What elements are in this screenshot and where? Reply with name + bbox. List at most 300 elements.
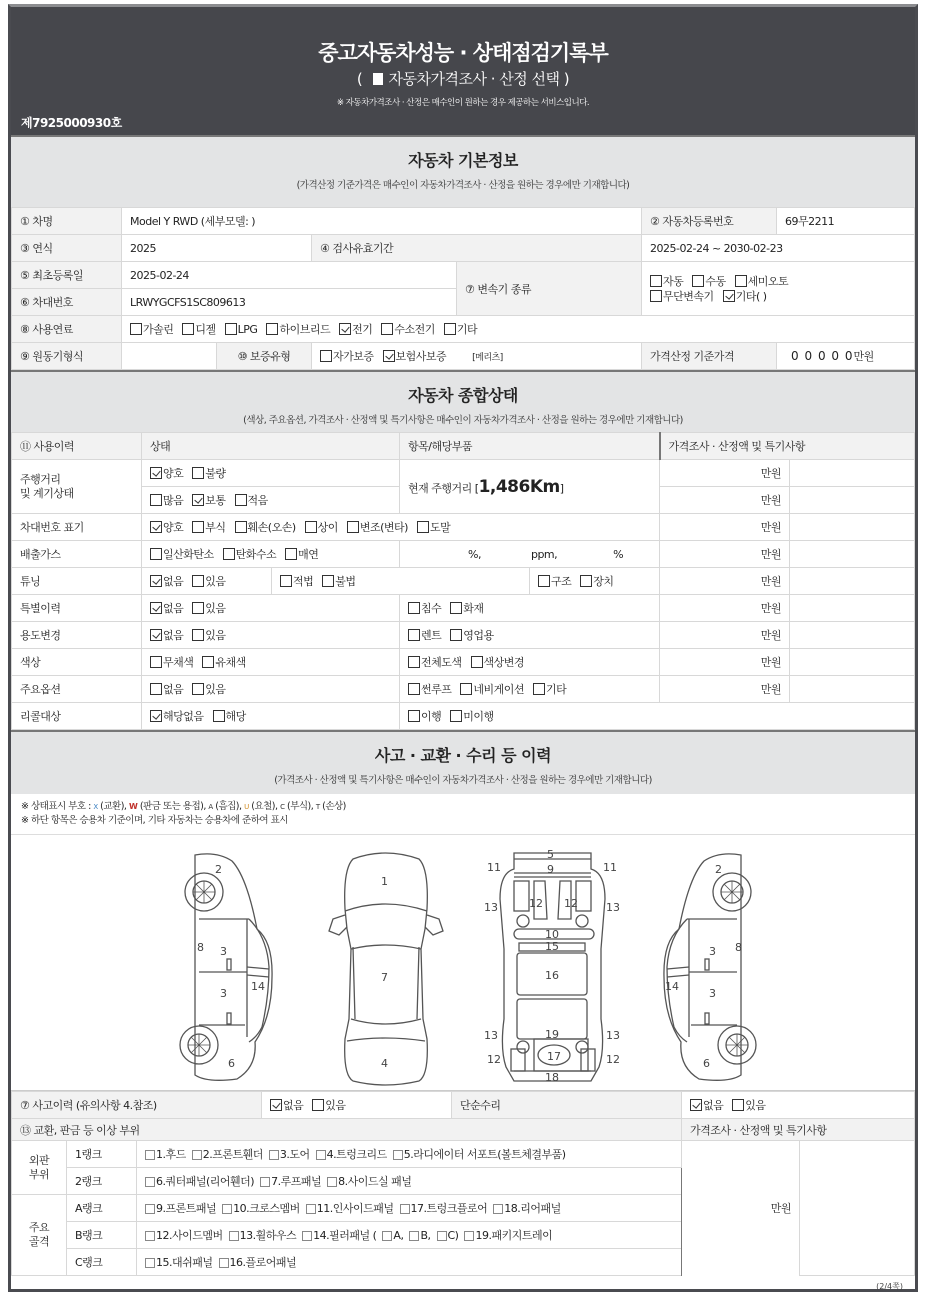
status-symbol-legend: ※ 상태표시 부호 : X (교환), W (판금 또는 용접), A (흠집), U (요철), C (부식), T (손상) xyxy=(21,801,346,812)
checkbox-icon[interactable] xyxy=(145,1204,155,1214)
checkbox-option[interactable] xyxy=(444,321,477,337)
checkbox-option[interactable] xyxy=(723,289,767,304)
checkbox-label: 적음 xyxy=(247,494,268,507)
rank-part-options xyxy=(137,1141,682,1168)
label-11: 11 xyxy=(603,861,617,874)
part-label: 15.대쉬패널 xyxy=(156,1256,213,1269)
checkbox-icon[interactable] xyxy=(580,575,592,587)
part-checkbox-option[interactable] xyxy=(316,1146,387,1162)
checkbox-icon[interactable] xyxy=(464,1231,474,1241)
recall-parts xyxy=(400,703,915,730)
price-note[interactable] xyxy=(790,460,915,487)
checkbox-icon[interactable] xyxy=(145,1177,155,1187)
tuning-parts-options xyxy=(530,568,660,595)
part-label: 17.트렁크플로어 xyxy=(410,1202,488,1215)
checkbox-label: 기타 xyxy=(456,323,478,336)
checkbox-icon[interactable] xyxy=(150,656,162,668)
part-checkbox-option[interactable] xyxy=(306,1200,394,1216)
checkbox-label: 화재 xyxy=(463,602,484,615)
checkbox-icon[interactable] xyxy=(400,1204,410,1214)
part-checkbox-option[interactable] xyxy=(327,1173,411,1189)
checkbox-icon[interactable] xyxy=(130,323,142,335)
checkbox-option[interactable] xyxy=(408,708,441,724)
checkbox-option[interactable] xyxy=(235,492,268,508)
checkbox-icon[interactable] xyxy=(650,275,662,287)
price-note[interactable] xyxy=(790,514,915,541)
document-header xyxy=(11,7,915,135)
checked-checkbox-icon[interactable] xyxy=(150,521,162,533)
part-label: A, xyxy=(393,1229,404,1242)
price-survey-checkbox[interactable] xyxy=(373,73,383,85)
checkbox-icon[interactable] xyxy=(444,323,456,335)
checkbox-option[interactable] xyxy=(692,274,725,289)
part-checkbox-option[interactable] xyxy=(145,1227,223,1243)
checkbox-option[interactable] xyxy=(471,654,525,670)
checkbox-label: 있음 xyxy=(205,683,226,696)
checkbox-option[interactable] xyxy=(417,519,450,535)
part-checkbox-option[interactable] xyxy=(145,1146,186,1162)
accident-history-label: ⑦ 사고이력 (유의사항 4.참조) xyxy=(12,1092,262,1119)
price-unit: 만원 xyxy=(660,541,790,568)
checkbox-icon[interactable] xyxy=(312,1099,324,1111)
col-header-price: 가격조사 · 산정액 및 특기사항 xyxy=(660,433,915,460)
warranty-company: [메리츠] xyxy=(472,353,503,363)
recall-label: 리콜대상 xyxy=(12,703,142,730)
price-unit: 만원 xyxy=(660,595,790,622)
checkbox-option[interactable] xyxy=(235,519,296,535)
checkbox-option[interactable] xyxy=(213,708,246,724)
checkbox-icon[interactable] xyxy=(437,1231,447,1241)
checkbox-icon[interactable] xyxy=(192,467,204,479)
checkbox-icon[interactable] xyxy=(305,521,317,533)
checkbox-label: 없음 xyxy=(163,629,184,642)
checkbox-icon[interactable] xyxy=(192,629,204,641)
special-history-options xyxy=(142,595,400,622)
checkbox-icon[interactable] xyxy=(538,575,550,587)
price-note[interactable] xyxy=(790,676,915,703)
checkbox-option[interactable] xyxy=(192,627,225,643)
checkbox-option[interactable] xyxy=(150,546,214,562)
color-label: 색상 xyxy=(12,649,142,676)
checkbox-icon[interactable] xyxy=(266,323,278,335)
checkbox-option[interactable] xyxy=(150,627,183,643)
checkbox-option[interactable] xyxy=(192,681,225,697)
checkbox-option[interactable] xyxy=(130,321,173,337)
part-checkbox-option[interactable] xyxy=(219,1254,297,1270)
label-13: 13 xyxy=(484,901,498,914)
symbol-corrosion: C xyxy=(280,803,285,811)
checked-checkbox-icon[interactable] xyxy=(270,1099,282,1111)
price-note[interactable] xyxy=(790,568,915,595)
label-2: 2 xyxy=(715,863,722,876)
checkbox-option[interactable] xyxy=(223,546,277,562)
checkbox-icon[interactable] xyxy=(145,1150,155,1160)
checkbox-icon[interactable] xyxy=(202,656,214,668)
rank-part-options xyxy=(137,1168,682,1195)
checkbox-option[interactable] xyxy=(533,681,566,697)
checkbox-icon[interactable] xyxy=(732,1099,744,1111)
checkbox-label: 훼손(오손) xyxy=(247,521,296,534)
part-checkbox-option[interactable] xyxy=(437,1229,459,1242)
checkbox-icon[interactable] xyxy=(327,1177,337,1187)
checkbox-option[interactable] xyxy=(192,465,225,481)
checkbox-label: 있음 xyxy=(205,629,226,642)
checkbox-icon[interactable] xyxy=(150,683,162,695)
part-group-label: 외판 부위 xyxy=(12,1141,67,1195)
checked-checkbox-icon[interactable] xyxy=(150,710,162,722)
checkbox-icon[interactable] xyxy=(408,602,420,614)
checkbox-option[interactable] xyxy=(650,289,714,304)
page-indicator: (2/4쪽) xyxy=(876,1282,903,1291)
checkbox-option[interactable] xyxy=(192,600,225,616)
checked-checkbox-icon[interactable] xyxy=(339,323,351,335)
checkbox-option[interactable] xyxy=(305,519,338,535)
mileage-level-options xyxy=(142,487,400,514)
checkbox-label: 렌트 xyxy=(421,629,442,642)
checkbox-label: 세미오토 xyxy=(747,274,789,288)
checkbox-option[interactable] xyxy=(312,1097,345,1113)
checkbox-icon[interactable] xyxy=(450,602,462,614)
checkbox-option[interactable] xyxy=(339,321,372,337)
checkbox-icon[interactable] xyxy=(735,275,747,287)
checkbox-option[interactable] xyxy=(150,492,183,508)
checkbox-icon[interactable] xyxy=(381,323,393,335)
checkbox-icon[interactable] xyxy=(150,548,162,560)
checkbox-label: 없음 xyxy=(163,575,184,588)
checkbox-icon[interactable] xyxy=(192,521,204,533)
checked-checkbox-icon[interactable] xyxy=(723,290,735,302)
label-17: 17 xyxy=(547,1050,561,1063)
checkbox-option[interactable] xyxy=(383,348,447,364)
checkbox-option[interactable] xyxy=(408,654,462,670)
checkbox-icon[interactable] xyxy=(145,1258,155,1268)
label-10: 10 xyxy=(545,928,559,941)
checkbox-option[interactable] xyxy=(266,321,330,337)
symbol-exchange: X xyxy=(93,803,98,811)
checkbox-icon[interactable] xyxy=(393,1150,403,1160)
checkbox-option[interactable] xyxy=(347,519,408,535)
checkbox-icon[interactable] xyxy=(280,575,292,587)
part-checkbox-option[interactable] xyxy=(409,1229,430,1242)
checkbox-option[interactable] xyxy=(150,465,183,481)
checkbox-icon[interactable] xyxy=(409,1231,419,1241)
checkbox-icon[interactable] xyxy=(408,710,420,722)
checkbox-option[interactable] xyxy=(270,1097,303,1113)
rank-label: A랭크 xyxy=(67,1195,137,1222)
checkbox-option[interactable] xyxy=(150,681,183,697)
checkbox-option[interactable] xyxy=(381,321,435,337)
part-checkbox-option[interactable] xyxy=(393,1146,566,1162)
car-name-value: Model Y RWD (세부모델: ) xyxy=(122,208,642,235)
checkbox-option[interactable] xyxy=(538,573,571,589)
rank-label: B랭크 xyxy=(67,1222,137,1249)
checkbox-icon[interactable] xyxy=(533,683,545,695)
checkbox-label: 많음 xyxy=(163,494,184,507)
checkbox-option[interactable] xyxy=(280,573,313,589)
checkbox-icon[interactable] xyxy=(145,1231,155,1241)
rank-label: 2랭크 xyxy=(67,1168,137,1195)
checked-checkbox-icon[interactable] xyxy=(192,494,204,506)
checkbox-icon[interactable] xyxy=(225,323,237,335)
checkbox-option[interactable] xyxy=(450,600,483,616)
checkbox-icon[interactable] xyxy=(192,602,204,614)
checkbox-option[interactable] xyxy=(322,573,355,589)
inspect-period-label: ④ 검사유효기간 xyxy=(312,235,642,262)
label-16: 16 xyxy=(545,969,559,982)
part-checkbox-option[interactable] xyxy=(192,1146,263,1162)
legend-notes xyxy=(11,794,915,835)
label-19: 19 xyxy=(545,1028,559,1041)
engine-value xyxy=(122,343,217,370)
part-checkbox-option[interactable] xyxy=(145,1200,216,1216)
checkbox-icon[interactable] xyxy=(408,656,420,668)
emission-label: 배출가스 xyxy=(12,541,142,568)
checkbox-option[interactable] xyxy=(150,708,204,724)
checkbox-option[interactable] xyxy=(408,627,441,643)
checkbox-icon[interactable] xyxy=(213,710,225,722)
part-checkbox-option[interactable] xyxy=(400,1200,488,1216)
vin-value: LRWYGCFS1SC809613 xyxy=(122,289,457,316)
checkbox-option[interactable] xyxy=(192,573,225,589)
checkbox-label: 상이 xyxy=(317,521,338,534)
checkbox-label: 가솔린 xyxy=(143,323,174,336)
checkbox-option[interactable] xyxy=(150,519,183,535)
label-3: 3 xyxy=(220,945,227,958)
part-label: 3.도어 xyxy=(279,1148,310,1161)
checked-checkbox-icon[interactable] xyxy=(150,629,162,641)
checkbox-icon[interactable] xyxy=(192,683,204,695)
inspection-record-sheet xyxy=(8,4,918,1292)
price-unit: 만원 xyxy=(682,1141,800,1276)
price-note[interactable] xyxy=(790,595,915,622)
rank-part-options xyxy=(137,1195,682,1222)
checkbox-option[interactable] xyxy=(735,274,789,289)
checkbox-icon[interactable] xyxy=(450,629,462,641)
usage-change-parts xyxy=(400,622,660,649)
checkbox-icon[interactable] xyxy=(306,1204,316,1214)
part-label: 14.필러패널 ( xyxy=(313,1229,377,1242)
part-label: 11.인사이드패널 xyxy=(316,1202,394,1215)
checkbox-icon[interactable] xyxy=(347,521,359,533)
part-checkbox-option[interactable] xyxy=(222,1200,300,1216)
price-survey-selection: ( 자동차가격조사 · 산정 선택 ) xyxy=(356,70,570,88)
checkbox-option[interactable] xyxy=(580,573,613,589)
checkbox-icon[interactable] xyxy=(182,323,194,335)
checkbox-icon[interactable] xyxy=(322,575,334,587)
price-unit: 만원 xyxy=(660,568,790,595)
checkbox-label: 불량 xyxy=(205,467,226,480)
part-checkbox-option[interactable] xyxy=(269,1146,310,1162)
checkbox-label: 무채색 xyxy=(163,656,194,669)
label-1: 1 xyxy=(381,875,388,888)
label-13: 13 xyxy=(484,1029,498,1042)
checkbox-label: LPG xyxy=(237,323,258,336)
mileage-value: 1,486Km xyxy=(478,476,560,497)
checkbox-option[interactable] xyxy=(285,546,318,562)
main-options-label: 주요옵션 xyxy=(12,676,142,703)
header-note: ※ 자동차가격조사 · 산정은 매수인이 원하는 경우 제공하는 서비스입니다. xyxy=(336,98,590,108)
symbol-dent: U xyxy=(244,803,249,811)
checkbox-option[interactable] xyxy=(192,519,225,535)
checkbox-icon[interactable] xyxy=(408,629,420,641)
price-unit: 만원 xyxy=(660,460,790,487)
label-9: 9 xyxy=(547,863,554,876)
checkbox-icon[interactable] xyxy=(235,494,247,506)
checkbox-icon[interactable] xyxy=(417,521,429,533)
tuning-label: 튜닝 xyxy=(12,568,142,595)
checkbox-icon[interactable] xyxy=(235,521,247,533)
part-label: 2.프론트휀더 xyxy=(202,1148,263,1161)
price-note[interactable] xyxy=(790,622,915,649)
checkbox-icon[interactable] xyxy=(650,290,662,302)
checkbox-icon[interactable] xyxy=(692,275,704,287)
checkbox-option[interactable] xyxy=(225,323,258,336)
part-checkbox-option[interactable] xyxy=(145,1254,213,1270)
emission-values: %, ppm, % xyxy=(400,541,660,568)
price-note[interactable] xyxy=(790,541,915,568)
label-11: 11 xyxy=(487,861,501,874)
transmission-options xyxy=(642,262,915,316)
color-options xyxy=(142,649,400,676)
price-unit: 만원 xyxy=(660,487,790,514)
label-13: 13 xyxy=(606,1029,620,1042)
checkbox-option[interactable] xyxy=(408,681,451,697)
symbol-scratch: A xyxy=(208,803,213,811)
checkbox-option[interactable] xyxy=(732,1097,765,1113)
part-checkbox-option[interactable] xyxy=(260,1173,321,1189)
checkbox-label: 네비게이션 xyxy=(473,683,525,696)
price-note[interactable] xyxy=(790,487,915,514)
checkbox-icon[interactable] xyxy=(222,1204,232,1214)
part-label: 1.후드 xyxy=(156,1148,186,1161)
checkbox-option[interactable] xyxy=(408,600,441,616)
accident-history-options xyxy=(262,1092,452,1119)
checkbox-label: 없음 xyxy=(163,683,184,696)
checkbox-option[interactable] xyxy=(192,492,225,508)
part-label: 18.리어패널 xyxy=(504,1202,561,1215)
checkbox-label: 도말 xyxy=(429,521,451,534)
mileage-status-options xyxy=(142,460,400,487)
checkbox-icon[interactable] xyxy=(192,1150,202,1160)
price-unit: 만원 xyxy=(660,514,790,541)
base-price-label: 가격산정 기준가격 xyxy=(642,343,777,370)
part-label: 10.크로스멤버 xyxy=(233,1202,300,1215)
checkbox-icon[interactable] xyxy=(302,1231,312,1241)
checked-checkbox-icon[interactable] xyxy=(150,467,162,479)
part-label: 16.플로어패널 xyxy=(229,1256,297,1269)
checkbox-option[interactable] xyxy=(202,654,245,670)
checkbox-label: 수동 xyxy=(705,274,726,288)
checkbox-icon[interactable] xyxy=(223,548,235,560)
price-unit: 만원 xyxy=(660,622,790,649)
year-label: ③ 연식 xyxy=(12,235,122,262)
part-label: 12.사이드멤버 xyxy=(156,1229,223,1242)
fuel-options xyxy=(122,316,915,343)
checkbox-icon[interactable] xyxy=(285,548,297,560)
checkbox-option[interactable] xyxy=(450,627,493,643)
vin-label: ⑥ 차대번호 xyxy=(12,289,122,316)
checkbox-label: 불법 xyxy=(335,575,356,588)
checkbox-icon[interactable] xyxy=(192,575,204,587)
checkbox-icon[interactable] xyxy=(219,1258,229,1268)
checkbox-label: 탄화수소 xyxy=(235,548,277,561)
checked-checkbox-icon[interactable] xyxy=(150,602,162,614)
checkbox-option[interactable] xyxy=(650,274,683,289)
part-label: 19.패키지트레이 xyxy=(475,1229,553,1242)
part-checkbox-option[interactable] xyxy=(302,1227,376,1243)
checkbox-option[interactable] xyxy=(150,654,193,670)
checkbox-icon[interactable] xyxy=(320,350,332,362)
checkbox-icon[interactable] xyxy=(460,683,472,695)
checkbox-icon[interactable] xyxy=(450,710,462,722)
special-history-parts xyxy=(400,595,660,622)
checkbox-icon[interactable] xyxy=(493,1204,503,1214)
reg-no-label: ② 자동차등록번호 xyxy=(642,208,777,235)
checkbox-icon[interactable] xyxy=(229,1231,239,1241)
label-18: 18 xyxy=(545,1071,559,1084)
label-2: 2 xyxy=(215,863,222,876)
label-13: 13 xyxy=(606,901,620,914)
checkbox-label: 기타 xyxy=(546,683,567,696)
checkbox-option[interactable] xyxy=(182,321,215,337)
accident-table xyxy=(11,1091,915,1276)
checkbox-icon[interactable] xyxy=(269,1150,279,1160)
label-5: 5 xyxy=(547,849,554,861)
price-note[interactable] xyxy=(800,1141,915,1276)
price-unit: 만원 xyxy=(660,649,790,676)
checkbox-label: 유채색 xyxy=(215,656,246,669)
checkbox-option[interactable] xyxy=(460,681,524,697)
part-label: 8.사이드실 패널 xyxy=(338,1175,412,1188)
checkbox-label: 해당없음 xyxy=(163,710,204,723)
checked-checkbox-icon[interactable] xyxy=(383,350,395,362)
checkbox-option[interactable] xyxy=(450,708,493,724)
price-note[interactable] xyxy=(790,649,915,676)
checkbox-icon[interactable] xyxy=(382,1231,392,1241)
checked-checkbox-icon[interactable] xyxy=(690,1099,702,1111)
part-checkbox-option[interactable] xyxy=(145,1173,254,1189)
checkbox-option[interactable] xyxy=(320,348,374,364)
checkbox-icon[interactable] xyxy=(260,1177,270,1187)
checkbox-icon[interactable] xyxy=(471,656,483,668)
part-label: B, xyxy=(420,1229,431,1242)
checkbox-label: 없음 xyxy=(163,602,184,615)
condition-title: 자동차 종합상태 (색상, 주요옵션, 가격조사 · 산정액 및 특기사항은 매수인이 자동차가격조사 · 산정을 원하는 경우에만 기재합니다) xyxy=(11,370,915,432)
checkbox-option[interactable] xyxy=(150,600,183,616)
part-checkbox-option[interactable] xyxy=(229,1227,297,1243)
checkbox-icon[interactable] xyxy=(150,494,162,506)
tuning-legal-options xyxy=(272,568,530,595)
checkbox-option[interactable] xyxy=(150,573,183,589)
color-parts xyxy=(400,649,660,676)
checkbox-icon[interactable] xyxy=(408,683,420,695)
label-12: 12 xyxy=(487,1053,501,1066)
checkbox-option[interactable] xyxy=(690,1097,723,1113)
part-checkbox-option[interactable] xyxy=(493,1200,561,1216)
label-6: 6 xyxy=(228,1057,235,1070)
part-checkbox-option[interactable] xyxy=(464,1227,552,1243)
checkbox-label: 변조(변타) xyxy=(359,521,408,534)
tuning-options xyxy=(142,568,272,595)
price-unit: 만원 xyxy=(660,676,790,703)
transmission-label: ⑦ 변속기 종류 xyxy=(457,262,642,316)
checked-checkbox-icon[interactable] xyxy=(150,575,162,587)
label-15: 15 xyxy=(545,940,559,953)
checkbox-label: 양호 xyxy=(163,521,184,534)
checkbox-icon[interactable] xyxy=(316,1150,326,1160)
checkbox-label: 부식 xyxy=(205,521,226,534)
part-checkbox-option[interactable] xyxy=(382,1229,403,1242)
